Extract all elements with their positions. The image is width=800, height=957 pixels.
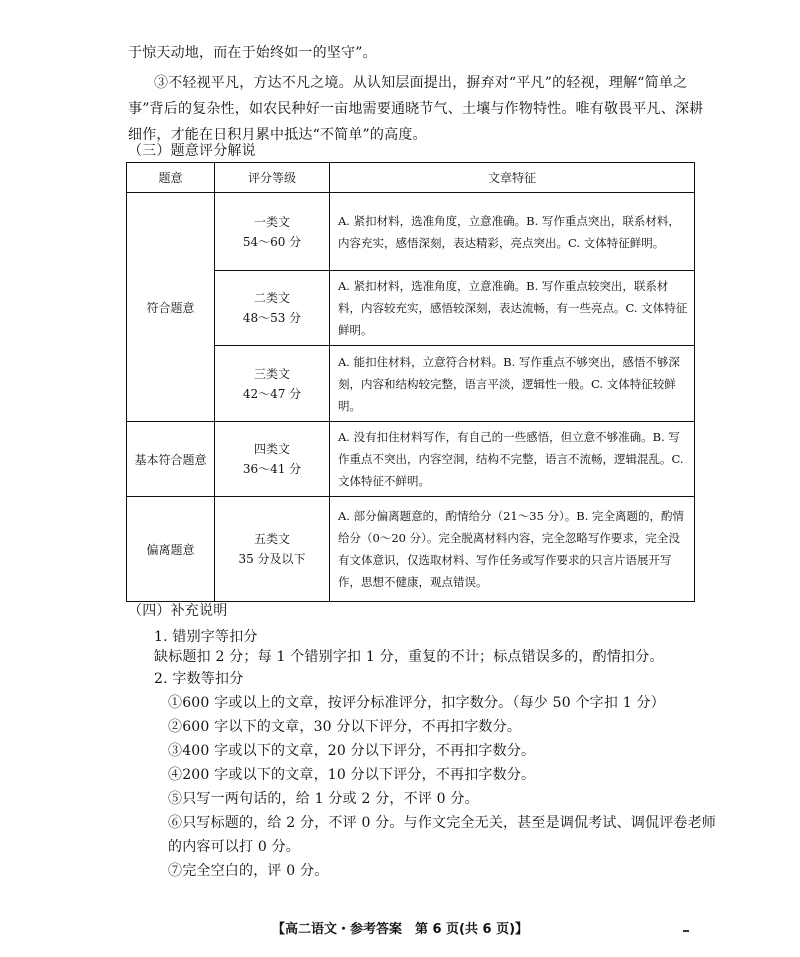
paragraph-line: ③不轻视平凡，方达不凡之境。从认知层面提出，摒弃对“平凡”的轻视，理解“简单之: [154, 75, 688, 91]
grade-name: 二类文: [253, 291, 290, 305]
scan-mark: [683, 930, 689, 932]
grade-cell: [215, 422, 330, 497]
rule-line: ②600 字以下的文章，30 分以下评分，不再扣字数分。: [168, 719, 522, 735]
grade-cell: [215, 497, 330, 602]
features-cell: A. 紧扣材料，选准角度，立意准确。B. 写作重点较突出，联系材料，内容较充实，感悟较深刻，表达流畅，有一些亮点。C. 文体特征鲜明。: [330, 271, 695, 346]
grade-name: 一类文: [253, 214, 290, 229]
rule-line: ④200 字或以下的文章，10 分以下评分，不再扣字数分。: [168, 767, 536, 783]
grade-range: 42～47 分: [242, 386, 302, 401]
grade-cell: [215, 193, 330, 271]
section-title: （三）题意评分解说: [128, 143, 256, 159]
grade-range: 48～53 分: [242, 311, 302, 325]
table-header-row: [127, 163, 695, 193]
features-cell: A. 紧扣材料，选准角度，立意准确。B. 写作重点突出，联系材料，内容充实，感悟深刻，表达精彩，亮点突出。C. 文体特征鲜明。: [330, 193, 695, 271]
table-row: [127, 422, 695, 497]
grade-name: 三类文: [253, 366, 290, 381]
scoring-table: [126, 162, 695, 602]
rule-line: ①600 字或以上的文章，按评分标准评分，扣字数分。（每少 50 个字扣 1 分）: [168, 695, 665, 711]
grade-cell: [215, 346, 330, 422]
grade-range: 36～41 分: [242, 462, 302, 476]
category-cell: 基本符合题意: [127, 422, 215, 497]
paragraph-line: 于惊天动地，而在于始终如一的坚守”。: [128, 45, 377, 61]
paragraph-line: 缺标题扣 2 分；每 1 个错别字扣 1 分，重复的不计；标点错误多的，酌情扣分。: [154, 649, 664, 665]
rule-line: ⑥只写标题的，给 2 分，不评 0 分。与作文完全无关，甚至是调侃考试、调侃评卷老师: [168, 815, 717, 831]
grade-range: 54～60 分: [242, 234, 302, 249]
features-cell: A. 能扣住材料，立意符合材料。B. 写作重点不够突出，感悟不够深刻，内容和结构较完整，语言平淡，逻辑性一般。C. 文体特征较鲜明。: [330, 346, 695, 422]
rule-line: 的内容可以打 0 分。: [168, 839, 301, 855]
table-row: [127, 193, 695, 271]
grade-range: 35 分及以下: [238, 552, 306, 566]
subsection-title: 2. 字数等扣分: [154, 671, 244, 687]
header-topic: 题意: [127, 163, 215, 193]
grade-cell: [215, 271, 330, 346]
header-features: 文章特征: [330, 163, 695, 193]
features-cell: A. 没有扣住材料写作，有自己的一些感悟，但立意不够准确。B. 写作重点不突出，内容空洞，结构不完整，语言不流畅，逻辑混乱。C. 文体特征不鲜明。: [330, 422, 695, 497]
category-cell: 偏离题意: [127, 497, 215, 602]
grade-name: 五类文: [253, 532, 290, 546]
rule-line: ⑦完全空白的，评 0 分。: [168, 863, 329, 879]
section-title: （四）补充说明: [128, 603, 228, 619]
rule-line: ③400 字或以下的文章，20 分以下评分，不再扣字数分。: [168, 743, 536, 759]
category-cell: 符合题意: [127, 193, 215, 422]
paragraph-line: 事”背后的复杂性，如农民种好一亩地需要通晓节气、土壤与作物特性。唯有敬畏平凡、深耕: [128, 101, 704, 117]
table-row: [127, 497, 695, 602]
subsection-title: 1. 错别字等扣分: [154, 629, 258, 645]
features-cell: A. 部分偏离题意的，酌情给分（21～35 分）。B. 完全离题的，酌情给分（0～20 分）。完全脱离材料内容，完全忽略写作要求，完全没有文体意识，仅选取材料、写作任务或写作要求的只言片语展开写作，思想不健康，观点错误。: [330, 497, 695, 602]
page-footer: 【高二语文・参考答案 第 6 页(共 6 页)】: [271, 922, 529, 937]
grade-name: 四类文: [253, 442, 290, 456]
rule-line: ⑤只写一两句话的，给 1 分或 2 分，不评 0 分。: [168, 791, 479, 807]
header-grade: 评分等级: [215, 163, 330, 193]
paragraph-line: 细作，才能在日积月累中抵达“不简单”的高度。: [128, 127, 427, 143]
